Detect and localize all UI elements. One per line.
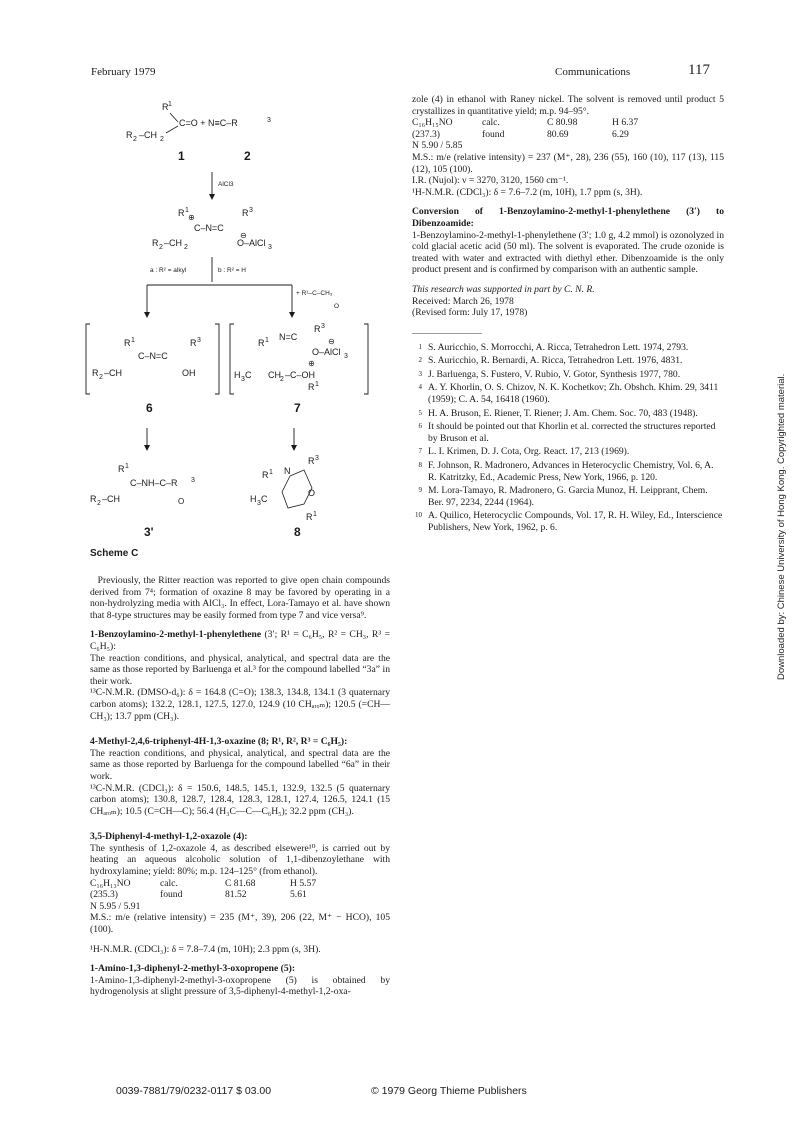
reference-number: 2 [418,356,422,365]
svg-text:1: 1 [313,511,317,518]
svg-text:R: R [124,338,131,348]
reference-text: S. Auricchio, S. Morrocchi, A. Ricca, Tetrahedron Lett. 1974, 2793. [428,341,689,353]
reagent-ketone: + R¹–C–CH₃ [296,290,333,297]
reference-number: 3 [418,369,422,378]
reference-text: A. Y. Khorlin, O. S. Chizov, N. K. Kochetkov; Zh. Obshch. Khim. 29, 3411 (1959); C. A. 54, 16418 (1960). [428,382,719,406]
reference-number: 7 [418,447,422,456]
acknowledgement: This research was supported in part by C. N. R. [412,283,595,295]
s3-ms: M.S.: m/e (relative intensity) = 235 (M⁺, 39), 206 (22, M⁺ − HCO), 105 (100). [90,912,390,936]
svg-text:R: R [242,208,249,218]
compound-1-label: 1 [178,149,185,163]
svg-text:R: R [190,338,197,348]
svg-text:3: 3 [197,337,201,344]
ms-data: M.S.: m/e (relative intensity) = 237 (M⁺, 28), 236 (55), 160 (10), 117 (13), 115 (12), 105 (100). [412,151,724,175]
reference-number: 9 [418,486,422,495]
svg-text:N: N [284,466,291,476]
svg-text:CH: CH [268,370,281,380]
s1-sub: (3′; R¹ = C₆H₅, R² = CH₃, R³ = C₆H₅): [90,629,390,652]
svg-text:2: 2 [159,244,163,251]
intro-paragraph: Previously, the Ritter reaction was reported to give open chain compounds derived from 7⁴; formation of oxazine 8 may be favored by operating in a non-hydrolyzing media with AlCl₃. In effect, Lora-Tamayo et al. have shown that 8-type structures may be easily formed from type 7 and vice versa⁹. [90,575,390,621]
conversion-text: 1-Benzoylamino-2-methyl-1-phenylethene (3′; 1.0 g, 4.2 mmol) is ozonolyzed in cold glacial acetic acid (50 ml). The solvent is evaporated. The crude ozonide is treated with water and extracted with diethyl ether. Dibenzoamide is the only product present and is confirmed by comparison with an authentic sample. [412,229,724,276]
reference-text: L. I. Krimen, D. J. Cota, Org. React. 17, 213 (1969). [428,446,630,458]
svg-text:O–AlCl: O–AlCl [237,238,266,248]
svg-text:2: 2 [133,136,137,143]
reference-item [412,510,724,533]
s1-text: The reaction conditions, and physical, analytical, and spectral data are the same as those reported by Barluenga et al.³ for the compound labelled “3a” in their work. [90,652,390,687]
reference-number: 1 [418,342,422,351]
svg-text:2: 2 [184,244,188,251]
svg-text:R: R [308,382,315,392]
footer-code: 0039-7881/79/0232-0117 $ 03.00 [116,1085,272,1097]
ir-data: I.R. (Nujol): ν = 3270, 3120, 1560 cm⁻¹. [412,175,569,187]
scheme-label: Scheme C [90,548,139,559]
compound-3p-label: 3' [144,525,154,539]
reference-item [412,355,724,367]
s3-text: The synthesis of 1,2-oxazole 4, as described elsewere¹⁰, is carried out by heating an aqueous alcoholic solution of 1,1-dibenzoylethane with hydroxylamine; yield: 80%; m.p. 124–125° (from ethanol). [90,842,390,878]
s2-sub: (8; R¹, R², R³ = C₆H₅): [257,736,348,748]
svg-text:R: R [314,324,321,334]
compound-7-label: 7 [294,401,301,415]
references-list [412,342,724,534]
reagent-alcl3: AlCl3 [218,181,234,188]
svg-text:3: 3 [321,323,325,330]
analysis-table: C₁₆H₁₅NO calc. C 80.98 H 6.37 [412,117,639,129]
svg-text:R: R [92,368,99,378]
compound-2-label: 2 [244,149,251,163]
n-values: N 5.90 / 5.85 [412,140,463,152]
s4-title: 1-Amino-1,3-diphenyl-2-methyl-3-oxopropene (5): [90,963,296,975]
svg-text:R: R [90,494,97,504]
svg-text:O: O [178,497,185,506]
s3-n-values: N 5.95 / 5.91 [90,900,141,912]
svg-text:1: 1 [315,381,319,388]
svg-text:H: H [234,370,241,380]
svg-text:C: C [245,370,252,380]
svg-text:2: 2 [97,500,101,507]
reference-item [412,369,724,381]
left-column: Previously, the Ritter reaction was reported to give open chain compounds derived from 7⁴; formation of oxazine 8 may be favored by operating in a non-hydrolyzing media with AlCl₃. In effect, Lora-Tamayo et al. have shown that 8-type structures may be easily formed from type 7 and vice versa⁹. 1-Benzoylamino-2-methyl-1-phenylethene (3′; R¹ = C₆H₅, R² = CH₃, R³ = C₆H₅): The reaction conditions, and physical, analytical, and spectral data are the same as those reported by Barluenga et al.³ for the compound labelled “3a” in their work. ¹³C-N.M.R. (DMSO-d₆): δ = 164.8 (C=O); 138.3, 134.8, 134.1 (3 quaternary carbon atoms); 132.2, 128.1, 127.5, 127.0, 124.9 (10 CHₐᵣₒₘ); 120.5 (=CH—CH₃); 13.7 ppm (CH₃). 4-Methyl-2,4,6-triphenyl-4H-1,3-oxazine (8; R¹, R², R³ = C₆H₅): The reaction conditions, and physical, analytical, and spectral data are the same as those reported by Barluenga for the compound labelled “6a” in their work. ¹³C-N.M.R. (CDCl₃): δ = 150.6, 148.5, 145.1, 132.9, 132.5 (5 quaternary carbon atoms); 130.8, 128.7, 128.4, 128.3, 128.1, 127.4, 126.5, 124.1 (15 CHₐᵣₒₘ); 10.5 (C=CH—C); 56.4 (H₃C—C—C₆H₅); 32.2 ppm (CH₃). 3,5-Diphenyl-4-methyl-1,2-oxazole (4): The synthesis of 1,2-oxazole 4, as described elsewere¹⁰, is carried out by heating an aqueous alcoholic solution of 1,1-dibenzoylethane with hydroxylamine; yield: 80%; m.p. 124–125° (from ethanol). C₁₆H₁₃NO calc. C 81.68 H 5.57 (235.3) found 81.52 5.61 N 5.95 / 5.91 M.S.: m/e (relative intensity) = 235 (M⁺, 39), 206 (22, M⁺ − HCO), 105 (100). ¹H-N.M.R. (CDCl₃): δ = 7.8–7.4 (m, 10H); 2.3 ppm (s, 3H). 1-Amino-1,3-diphenyl-2-methyl-3-oxopropene (5): 1-Amino-1,3-diphenyl-2-methyl-3-oxopropene (5) is obtained by hydrogenolysis at slight pressure of 3,5-diphenyl-4-methyl-1,2-oxa- [90,575,390,998]
reference-number: 6 [418,422,422,431]
conversion-title: Conversion of 1-Benzoylamino-2-methyl-1-phenylethene (3′) to Dibenzoamide: [412,206,724,229]
s1-nmr: ¹³C-N.M.R. (DMSO-d₆): δ = 164.8 (C=O); 138.3, 134.8, 134.1 (3 quaternary carbon atoms); 132.2, 128.1, 127.5, 127.0, 124.9 (10 CHₐᵣₒₘ); 120.5 (=CH—CH₃); 13.7 ppm (CH₃). [90,687,390,722]
svg-text:3: 3 [267,117,271,124]
continuation-text: zole (4) in ethanol with Raney nickel. The solvent is removed until product 5 crystallizes in quantitative yield; m.p. 94–95°. [412,94,724,117]
svg-text:C–NH–C–R: C–NH–C–R [130,478,178,488]
svg-text:3: 3 [257,500,261,507]
svg-text:C–N=C: C–N=C [138,351,168,361]
reference-text: F. Johnson, R. Madronero, Advances in Heterocyclic Chemistry, Vol. 6, A. R. Katritzky, Ed., Academic Press, New York, 1966, p. 120. [428,460,714,483]
running-header-date: February 1979 [91,66,156,78]
svg-text:–CH: –CH [139,130,158,140]
compound-6-label: 6 [146,401,153,415]
svg-text:O: O [308,488,316,498]
reference-item [412,408,724,420]
svg-text:1: 1 [131,337,135,344]
svg-text:2: 2 [99,374,103,381]
download-note: Downloaded by: Chinese University of Hong Kong. Copyrighted material. [776,373,787,680]
s3-analysis-table: C₁₆H₁₃NO calc. C 81.68 H 5.57 [90,877,317,889]
svg-text:3: 3 [315,455,319,462]
svg-text:⊖: ⊖ [328,337,335,346]
page-number: 117 [688,62,710,78]
svg-text:1: 1 [265,337,269,344]
footer-copyright: © 1979 Georg Thieme Publishers [371,1085,527,1097]
s2-title: 4-Methyl-2,4,6-triphenyl-4H-1,3-oxazine [90,736,256,748]
received-date: Received: March 26, 1978 [412,295,514,307]
svg-text:C=O + N≡C–R: C=O + N≡C–R [179,118,238,128]
svg-text:R: R [258,338,265,348]
reference-text: J. Barluenga, S. Fustero, V. Rubio, V. Gotor, Synthesis 1977, 780. [428,368,681,380]
branch-b-label: b : R² = H [218,267,246,274]
running-header-section: Communications [555,66,631,78]
reference-item [412,342,724,354]
reference-number: 5 [418,408,422,417]
reference-item [412,421,724,444]
svg-text:R: R [162,102,169,112]
svg-text:1: 1 [125,463,129,470]
reference-item [412,382,724,405]
svg-text:–CH: –CH [164,238,183,248]
reference-text: H. A. Bruson, E. Riener, T. Riener; J. Am. Chem. Soc. 70, 483 (1948). [428,407,698,419]
svg-text:1: 1 [185,207,189,214]
svg-text:3: 3 [344,353,348,360]
svg-text:3: 3 [241,376,245,383]
svg-text:N=C: N=C [279,332,298,342]
svg-text:OH: OH [182,368,196,378]
right-column: zole (4) in ethanol with Raney nickel. The solvent is removed until product 5 crystallizes in quantitative yield; m.p. 94–95°. C₁₆H₁₅NO calc. C 80.98 H 6.37 (237.3) found 80.69 6.29 N 5.90 / 5.85 M.S.: m/e (relative intensity) = 237 (M⁺, 28), 236 (55), 160 (10), 117 (13), 115 (12), 105 (100). I.R. (Nujol): ν = 3270, 3120, 1560 cm⁻¹. ¹H-N.M.R. (CDCl₃): δ = 7.6–7.2 (m, 10H), 1.7 ppm (s, 3H). Conversion of 1-Benzoylamino-2-methyl-1-phenylethene (3′) to Dibenzoamide: 1-Benzoylamino-2-methyl-1-phenylethene (3′; 1.0 g, 4.2 mmol) is ozonolyzed in cold glacial acetic acid (50 ml). The solvent is evaporated. The crude ozonide is treated with water and extracted with diethyl ether. Dibenzoamide is the only product present and is confirmed by comparison with an authentic sample. This research was supported in part by C. N. R. Received: March 26, 1978 (Revised form: July 17, 1978) 1 S. Auricchio, S. Morrocchi, A. Ricca, Tetrahedron Lett. 1974, 2793. 2 S. Auricchio, R. Bernardi, A. Ricca, Tetrahedron Lett. 1976, 4831. 3 J. Barluenga, S. Fustero, V. Rubio, V. Gotor, Synthesis 1977, 780. 4 A. Y. Khorlin, O. S. Chizov, N. K. Kochetkov; Zh. Obshch. Khim. 29, 3411 (1959); C. A. 54, 16418 (1960). 5 H. A. Bruson, E. Riener, T. Riener; J. Am. Chem. Soc. 70, 483 (1948). 6 It should be pointed out that Khorlin et al. corrected the structures reported by Bruson et al. 7 L. I. Krimen, D. J. Cota, Org. React. 17, 213 (1969). 8 F. Johnson, R. Madronero, Advances in Heterocyclic Chemistry, Vol. 6, A. R. Katritzky, Ed., Academic Press, New York, 1966, p. 120. 9 M. Lora-Tamayo, R. Madronero, G. Garcia Munoz, H. Leipprant, Chem. Ber. 97, 2234, 2244 (1964). 10 A. Quilico, Heterocyclic Compounds, Vol. 17, R. H. Wiley, Ed., Interscience Publishers, New York, 1962, p. 6. [412,94,724,533]
reference-item [412,485,724,508]
svg-text:2: 2 [160,136,164,143]
svg-text:R: R [308,456,315,466]
reference-rule [412,333,482,334]
reference-number: 8 [418,461,422,470]
reference-item [412,460,724,483]
svg-text:R: R [118,464,125,474]
svg-text:2: 2 [280,376,284,383]
svg-text:O: O [334,303,340,310]
svg-text:R: R [306,512,313,522]
nmr-data: ¹H-N.M.R. (CDCl₃): δ = 7.6–7.2 (m, 10H), 1.7 ppm (s, 3H). [412,186,643,198]
svg-text:1: 1 [168,101,172,108]
svg-text:1: 1 [269,469,273,476]
s3-nmr: ¹H-N.M.R. (CDCl₃): δ = 7.8–7.4 (m, 10H); 2.3 ppm (s, 3H). [90,943,321,955]
svg-text:C–N=C: C–N=C [194,223,224,233]
reference-number: 4 [418,383,422,392]
reference-number: 10 [415,511,422,520]
reference-item [412,446,724,458]
svg-text:⊕: ⊕ [188,213,195,222]
s4-text: 1-Amino-1,3-diphenyl-2-methyl-3-oxopropene (5) is obtained by hydrogenolysis at slight pressure of 3,5-diphenyl-4-methyl-1,2-oxa- [90,974,390,998]
s3-title: 3,5-Diphenyl-4-methyl-1,2-oxazole (4): [90,831,248,843]
svg-text:R: R [152,238,159,248]
svg-text:3: 3 [249,207,253,214]
reference-text: A. Quilico, Heterocyclic Compounds, Vol. 17, R. H. Wiley, Ed., Interscience Publishers, New York, 1962, p. 6. [428,510,723,533]
svg-text:R: R [178,208,185,218]
svg-text:⊕: ⊕ [308,359,315,368]
reaction-scheme [82,92,412,562]
svg-text:⊖: ⊖ [240,231,247,240]
svg-text:–CH: –CH [102,494,121,504]
svg-text:3: 3 [268,244,272,251]
svg-text:3: 3 [191,477,195,484]
svg-text:–C–OH: –C–OH [285,370,316,380]
reference-text: It should be pointed out that Khorlin et al. corrected the structures reported by Bruson et al. [428,421,716,444]
revised-date: (Revised form: July 17, 1978) [412,307,528,319]
svg-text:–CH: –CH [104,368,123,378]
svg-text:R: R [126,130,133,140]
s1-title: 1-Benzoylamino-2-methyl-1-phenylethene [90,629,262,641]
reference-text: S. Auricchio, R. Bernardi, A. Ricca, Tetrahedron Lett. 1976, 4831. [428,355,683,367]
compound-8-label: 8 [294,525,301,539]
svg-text:O–AlCl: O–AlCl [312,347,341,357]
s2-nmr: ¹³C-N.M.R. (CDCl₃): δ = 150.6, 148.5, 145.1, 132.9, 132.5 (5 quaternary carbon atoms); 130.8, 128.7, 128.4, 128.3, 128.1, 127.4, 126.5, 124.1 (15 CHₐᵣₒₘ); 10.5 (C=CH—C); 56.4 (H₃C—C—C₆H₅); 32.2 ppm (CH₃). [90,782,390,817]
svg-text:H: H [250,494,257,504]
svg-text:R: R [262,470,269,480]
reference-text: M. Lora-Tamayo, R. Madronero, G. Garcia Munoz, H. Leipprant, Chem. Ber. 97, 2234, 2244 (1964). [428,485,708,508]
branch-a-label: a : R² = alkyl [150,267,187,274]
s2-text: The reaction conditions, and physical, analytical, and spectral data are the same as those reported by Barluenga for the compound labelled “6a” in their work. [90,747,390,782]
svg-text:C: C [261,494,268,504]
